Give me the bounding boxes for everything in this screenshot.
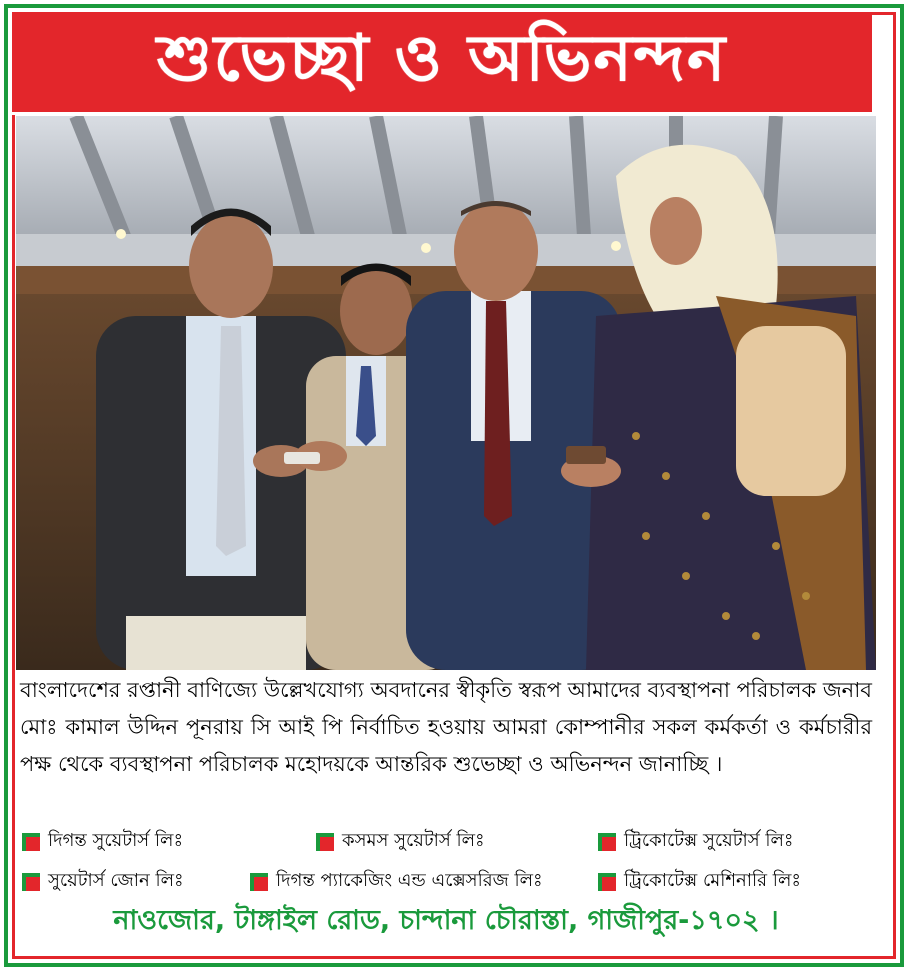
company-name: কসমস সুয়েটার্স লিঃ <box>342 830 485 851</box>
photo-illustration <box>16 116 876 670</box>
bullet-icon <box>316 833 334 851</box>
company-name: দিগন্ত প্যাকেজিং এন্ড এক্সেসরিজ লিঃ <box>276 870 543 891</box>
company-item <box>316 826 485 857</box>
company-list <box>20 820 876 900</box>
company-name: দিগন্ত সুয়েটার্স লিঃ <box>48 830 184 851</box>
bullet-icon <box>598 873 616 891</box>
ceiling-light <box>421 243 431 253</box>
company-item <box>598 866 801 897</box>
bullet-icon <box>22 873 40 891</box>
company-name: সুয়েটার্স জোন লিঃ <box>48 870 184 891</box>
ceiling-light <box>116 229 126 239</box>
company-item <box>598 826 794 857</box>
company-item <box>22 826 183 857</box>
bullet-icon <box>598 833 616 851</box>
gift-box <box>566 446 606 464</box>
company-address: নাওজোর, টাঙ্গাইল রোড, চান্দানা চৌরাস্তা, গাজীপুর-১৭০২ । <box>113 905 779 936</box>
company-name: ট্রিকোটেক্স সুয়েটার্স লিঃ <box>624 830 794 851</box>
award-ceremony-photo <box>16 116 876 670</box>
ceiling-light <box>611 241 621 251</box>
company-name: ট্রিকোটেক্স মেশিনারি লিঃ <box>624 870 801 891</box>
bullet-icon <box>250 873 268 891</box>
bullet-icon <box>22 833 40 851</box>
congratulation-message: বাংলাদেশের রপ্তানী বাণিজ্যে উল্লেখযোগ্য অবদানের স্বীকৃতি স্বরূপ আমাদের ব্যবস্থাপনা পরিচালক জনাব মোঃ কামাল উদ্দিন পূনরায় সি আই পি নির্বাচিত হওয়ায় আমরা কোম্পানীর সকল কর্মকর্তা ও কর্মচারীর পক্ষ থেকে ব্যবস্থাপনা পরিচালক মহোদয়কে আন্তরিক শুভেচ্ছা ও অভিনন্দন জানাচ্ছি । <box>20 678 872 776</box>
title-banner <box>12 14 872 115</box>
page-title: শুভেচ্ছা ও অভিনন্দন <box>156 21 728 96</box>
company-item <box>250 866 543 897</box>
card-award <box>284 452 320 464</box>
company-item <box>22 866 184 897</box>
